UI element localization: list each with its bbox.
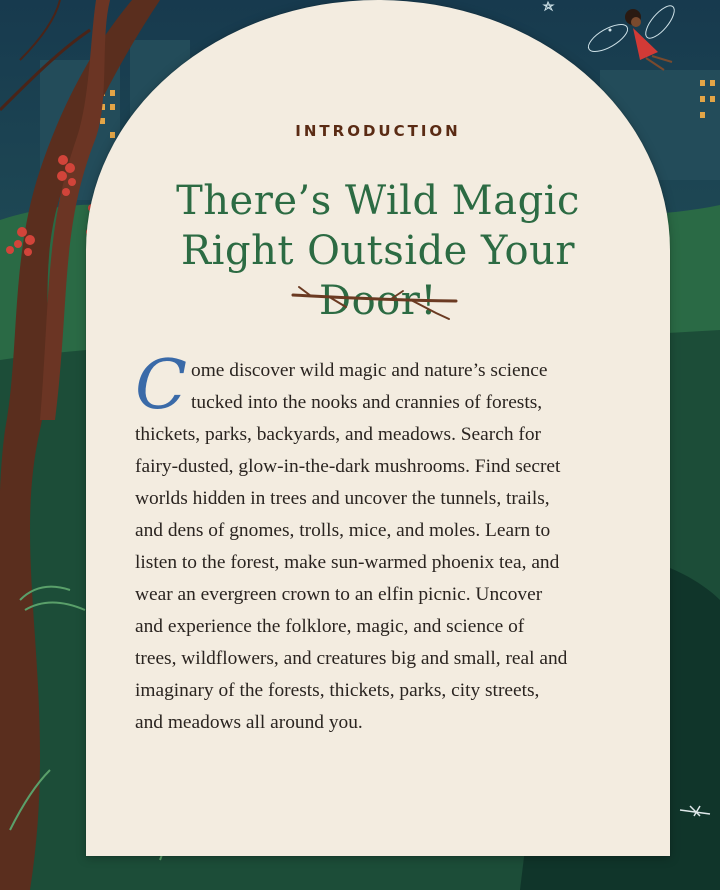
intro-paragraph: [135, 346, 648, 739]
body-line: ome discover wild magic and nature’s science: [191, 360, 548, 381]
body-line: and meadows all around you.: [135, 712, 363, 733]
title-line-2: Right Outside Your Door!: [181, 228, 575, 324]
intro-card: [86, 0, 670, 856]
body-line: listen to the forest, make sun-warmed phoenix tea, and: [135, 552, 560, 573]
body-line: and experience the folklore, magic, and science of: [135, 616, 525, 637]
body-line: fairy-dusted, glow-in-the-dark mushrooms. Find secret: [135, 456, 561, 477]
drop-cap: C: [135, 346, 188, 425]
twig-divider-icon: [291, 283, 461, 323]
body-line: imaginary of the forests, thickets, parks, city streets,: [135, 680, 540, 701]
body-line: trees, wildflowers, and creatures big and small, real and: [135, 648, 568, 669]
body-line: and dens of gnomes, trolls, mice, and moles. Learn to: [135, 520, 551, 541]
section-label: INTRODUCTION: [295, 122, 461, 140]
title-line-1: There’s Wild Magic: [176, 178, 580, 224]
body-line: tucked into the nooks and crannies of forests,: [191, 392, 543, 413]
body-line: worlds hidden in trees and uncover the tunnels, trails,: [135, 488, 550, 509]
body-line: thickets, parks, backyards, and meadows. Search for: [135, 424, 541, 445]
body-line: wear an evergreen crown to an elfin picnic. Uncover: [135, 584, 543, 605]
